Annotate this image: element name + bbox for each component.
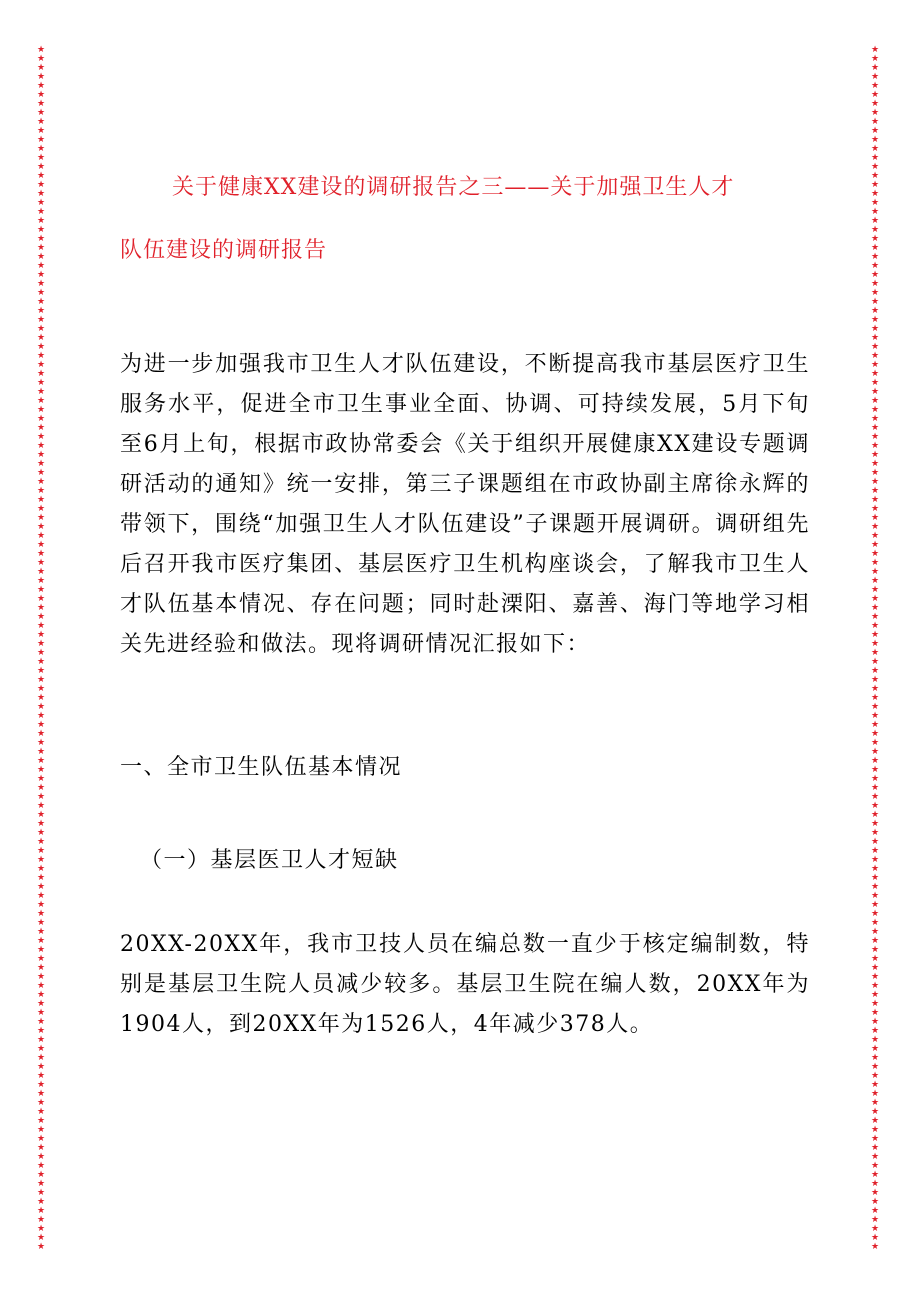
star-icon: ★ xyxy=(36,135,46,145)
star-icon: ★ xyxy=(870,1161,880,1171)
intro-paragraph: 为进一步加强我市卫生人才队伍建设，不断提高我市基层医疗卫生服务水平，促进全市卫生事业全面、协调、可持续发展，5月下旬至6月上旬，根据市政协常委会《关于组织开展健康XX建设专题调研活动的通知》统一安排，第三子课题组在市政协副主席徐永辉的带领下，围绕“加强卫生人才队伍建设”子课题开展调研。调研组先后召开我市医疗集团、基层医疗卫生机构座谈会，了解我市卫生人才队伍基本情况、存在问题；同时赴溧阳、嘉善、海门等地学习相关先进经验和做法。现将调研情况汇报如下： xyxy=(120,352,810,657)
star-icon: ★ xyxy=(870,108,880,118)
star-icon: ★ xyxy=(36,693,46,703)
star-icon: ★ xyxy=(870,612,880,622)
star-icon: ★ xyxy=(36,963,46,973)
star-icon: ★ xyxy=(36,747,46,757)
star-icon: ★ xyxy=(36,846,46,856)
star-icon: ★ xyxy=(870,45,880,55)
star-icon: ★ xyxy=(870,783,880,793)
star-icon: ★ xyxy=(36,1017,46,1027)
star-icon: ★ xyxy=(870,927,880,937)
star-icon: ★ xyxy=(36,1062,46,1072)
star-icon: ★ xyxy=(36,153,46,163)
star-icon: ★ xyxy=(870,306,880,316)
star-icon: ★ xyxy=(36,945,46,955)
star-icon: ★ xyxy=(870,792,880,802)
star-icon: ★ xyxy=(870,198,880,208)
star-icon: ★ xyxy=(870,837,880,847)
star-icon: ★ xyxy=(870,684,880,694)
star-icon: ★ xyxy=(36,1035,46,1045)
star-icon: ★ xyxy=(36,1044,46,1054)
star-icon: ★ xyxy=(36,216,46,226)
star-icon: ★ xyxy=(870,855,880,865)
star-icon: ★ xyxy=(870,468,880,478)
star-icon: ★ xyxy=(870,747,880,757)
star-icon: ★ xyxy=(870,801,880,811)
star-icon: ★ xyxy=(36,468,46,478)
star-icon: ★ xyxy=(36,630,46,640)
star-icon: ★ xyxy=(870,621,880,631)
star-icon: ★ xyxy=(36,171,46,181)
star-icon: ★ xyxy=(870,81,880,91)
star-icon: ★ xyxy=(870,477,880,487)
star-icon: ★ xyxy=(870,810,880,820)
star-icon: ★ xyxy=(36,873,46,883)
star-icon: ★ xyxy=(870,873,880,883)
star-icon: ★ xyxy=(870,702,880,712)
star-icon: ★ xyxy=(36,369,46,379)
star-icon: ★ xyxy=(36,837,46,847)
star-icon: ★ xyxy=(36,1170,46,1180)
star-icon: ★ xyxy=(870,279,880,289)
star-icon: ★ xyxy=(36,252,46,262)
star-icon: ★ xyxy=(870,405,880,415)
star-icon: ★ xyxy=(36,198,46,208)
star-icon: ★ xyxy=(870,1215,880,1225)
star-icon: ★ xyxy=(36,450,46,460)
star-icon: ★ xyxy=(870,558,880,568)
star-icon: ★ xyxy=(870,693,880,703)
star-icon: ★ xyxy=(36,855,46,865)
star-icon: ★ xyxy=(36,657,46,667)
star-icon: ★ xyxy=(870,963,880,973)
star-icon: ★ xyxy=(870,1026,880,1036)
star-icon: ★ xyxy=(870,189,880,199)
star-icon: ★ xyxy=(36,882,46,892)
star-icon: ★ xyxy=(870,441,880,451)
star-icon: ★ xyxy=(36,828,46,838)
star-icon: ★ xyxy=(870,639,880,649)
star-icon: ★ xyxy=(870,819,880,829)
star-icon: ★ xyxy=(870,450,880,460)
star-icon: ★ xyxy=(36,225,46,235)
star-icon: ★ xyxy=(36,1026,46,1036)
star-icon: ★ xyxy=(36,621,46,631)
star-icon: ★ xyxy=(870,1152,880,1162)
star-icon: ★ xyxy=(36,1053,46,1063)
star-icon: ★ xyxy=(36,504,46,514)
star-icon: ★ xyxy=(36,1143,46,1153)
star-icon: ★ xyxy=(36,144,46,154)
star-icon: ★ xyxy=(36,936,46,946)
star-icon: ★ xyxy=(870,1134,880,1144)
star-icon: ★ xyxy=(36,243,46,253)
star-icon: ★ xyxy=(870,522,880,532)
star-icon: ★ xyxy=(870,711,880,721)
star-icon: ★ xyxy=(870,144,880,154)
star-icon: ★ xyxy=(36,972,46,982)
star-icon: ★ xyxy=(870,387,880,397)
star-icon: ★ xyxy=(36,999,46,1009)
star-icon: ★ xyxy=(36,207,46,217)
star-icon: ★ xyxy=(36,351,46,361)
star-icon: ★ xyxy=(870,369,880,379)
star-icon: ★ xyxy=(36,495,46,505)
star-icon: ★ xyxy=(36,333,46,343)
star-icon: ★ xyxy=(36,360,46,370)
star-icon: ★ xyxy=(36,396,46,406)
star-icon: ★ xyxy=(870,360,880,370)
star-icon: ★ xyxy=(36,1089,46,1099)
star-icon: ★ xyxy=(870,540,880,550)
star-icon: ★ xyxy=(870,738,880,748)
star-icon: ★ xyxy=(870,828,880,838)
star-icon: ★ xyxy=(870,216,880,226)
star-icon: ★ xyxy=(36,1080,46,1090)
star-icon: ★ xyxy=(870,261,880,271)
subsection-1-heading: （一）基层医卫人才短缺 xyxy=(140,848,399,873)
star-icon: ★ xyxy=(36,1197,46,1207)
star-icon: ★ xyxy=(36,297,46,307)
star-icon: ★ xyxy=(870,459,880,469)
star-icon: ★ xyxy=(870,504,880,514)
star-icon: ★ xyxy=(36,306,46,316)
star-icon: ★ xyxy=(36,315,46,325)
star-icon: ★ xyxy=(36,576,46,586)
star-icon: ★ xyxy=(870,243,880,253)
star-icon: ★ xyxy=(870,1179,880,1189)
star-icon: ★ xyxy=(36,1071,46,1081)
star-icon: ★ xyxy=(870,648,880,658)
star-icon: ★ xyxy=(36,900,46,910)
star-icon: ★ xyxy=(36,72,46,82)
star-icon: ★ xyxy=(36,774,46,784)
star-icon: ★ xyxy=(36,234,46,244)
star-icon: ★ xyxy=(870,531,880,541)
star-icon: ★ xyxy=(870,1035,880,1045)
star-icon: ★ xyxy=(36,567,46,577)
star-icon: ★ xyxy=(870,864,880,874)
star-icon: ★ xyxy=(870,1233,880,1243)
star-icon: ★ xyxy=(870,774,880,784)
star-icon: ★ xyxy=(36,819,46,829)
star-icon: ★ xyxy=(870,675,880,685)
star-icon: ★ xyxy=(870,720,880,730)
star-icon: ★ xyxy=(870,162,880,172)
star-icon: ★ xyxy=(870,225,880,235)
star-icon: ★ xyxy=(36,432,46,442)
star-icon: ★ xyxy=(36,1179,46,1189)
star-icon: ★ xyxy=(36,189,46,199)
star-icon: ★ xyxy=(870,72,880,82)
star-icon: ★ xyxy=(870,1143,880,1153)
star-icon: ★ xyxy=(870,1224,880,1234)
star-icon: ★ xyxy=(870,891,880,901)
star-icon: ★ xyxy=(36,513,46,523)
star-icon: ★ xyxy=(870,1098,880,1108)
star-icon: ★ xyxy=(36,288,46,298)
star-icon: ★ xyxy=(36,540,46,550)
star-icon: ★ xyxy=(870,1116,880,1126)
star-icon: ★ xyxy=(870,567,880,577)
star-icon: ★ xyxy=(36,126,46,136)
star-icon: ★ xyxy=(36,801,46,811)
star-icon: ★ xyxy=(870,486,880,496)
star-icon: ★ xyxy=(36,1242,46,1252)
star-icon: ★ xyxy=(870,1206,880,1216)
star-icon: ★ xyxy=(36,810,46,820)
star-icon: ★ xyxy=(36,702,46,712)
star-icon: ★ xyxy=(36,378,46,388)
star-icon: ★ xyxy=(36,729,46,739)
star-icon: ★ xyxy=(870,342,880,352)
star-icon: ★ xyxy=(36,81,46,91)
star-icon: ★ xyxy=(870,234,880,244)
star-icon: ★ xyxy=(870,153,880,163)
star-icon: ★ xyxy=(36,927,46,937)
star-icon: ★ xyxy=(870,378,880,388)
star-icon: ★ xyxy=(870,1008,880,1018)
right-star-border xyxy=(869,46,881,1252)
star-icon: ★ xyxy=(36,1152,46,1162)
star-icon: ★ xyxy=(36,477,46,487)
star-icon: ★ xyxy=(36,720,46,730)
star-icon: ★ xyxy=(36,162,46,172)
star-icon: ★ xyxy=(36,603,46,613)
star-icon: ★ xyxy=(36,1215,46,1225)
star-icon: ★ xyxy=(870,981,880,991)
section-1-heading: 一、全市卫生队伍基本情况 xyxy=(120,755,403,780)
star-icon: ★ xyxy=(870,549,880,559)
star-icon: ★ xyxy=(36,63,46,73)
star-icon: ★ xyxy=(36,864,46,874)
star-icon: ★ xyxy=(36,117,46,127)
star-icon: ★ xyxy=(870,432,880,442)
star-icon: ★ xyxy=(36,387,46,397)
star-icon: ★ xyxy=(870,729,880,739)
star-icon: ★ xyxy=(870,846,880,856)
left-star-border xyxy=(35,46,47,1252)
star-icon: ★ xyxy=(870,594,880,604)
star-icon: ★ xyxy=(870,396,880,406)
star-icon: ★ xyxy=(870,1080,880,1090)
star-icon: ★ xyxy=(870,999,880,1009)
star-icon: ★ xyxy=(36,45,46,55)
star-icon: ★ xyxy=(870,171,880,181)
star-icon: ★ xyxy=(36,684,46,694)
star-icon: ★ xyxy=(36,108,46,118)
star-icon: ★ xyxy=(870,297,880,307)
star-icon: ★ xyxy=(870,666,880,676)
star-icon: ★ xyxy=(870,882,880,892)
star-icon: ★ xyxy=(36,612,46,622)
star-icon: ★ xyxy=(36,765,46,775)
star-icon: ★ xyxy=(36,1233,46,1243)
star-icon: ★ xyxy=(870,909,880,919)
star-icon: ★ xyxy=(36,270,46,280)
star-icon: ★ xyxy=(36,1125,46,1135)
star-icon: ★ xyxy=(36,792,46,802)
star-icon: ★ xyxy=(36,666,46,676)
star-icon: ★ xyxy=(36,1161,46,1171)
star-icon: ★ xyxy=(870,1242,880,1252)
star-icon: ★ xyxy=(36,675,46,685)
star-icon: ★ xyxy=(36,1107,46,1117)
star-icon: ★ xyxy=(36,90,46,100)
star-icon: ★ xyxy=(870,990,880,1000)
star-icon: ★ xyxy=(36,1008,46,1018)
star-icon: ★ xyxy=(870,1089,880,1099)
document-title-line-1: 关于健康XX建设的调研报告之三——关于加强卫生人才 xyxy=(172,175,735,200)
star-icon: ★ xyxy=(870,54,880,64)
star-icon: ★ xyxy=(870,1053,880,1063)
star-icon: ★ xyxy=(870,351,880,361)
star-icon: ★ xyxy=(870,756,880,766)
star-icon: ★ xyxy=(870,1170,880,1180)
star-icon: ★ xyxy=(870,1044,880,1054)
star-icon: ★ xyxy=(36,261,46,271)
star-icon: ★ xyxy=(870,585,880,595)
star-icon: ★ xyxy=(36,459,46,469)
star-icon: ★ xyxy=(870,1062,880,1072)
star-icon: ★ xyxy=(870,900,880,910)
star-icon: ★ xyxy=(36,954,46,964)
star-icon: ★ xyxy=(36,981,46,991)
star-icon: ★ xyxy=(870,765,880,775)
star-icon: ★ xyxy=(870,630,880,640)
star-icon: ★ xyxy=(36,531,46,541)
document-title-line-2: 队伍建设的调研报告 xyxy=(120,238,328,263)
star-icon: ★ xyxy=(36,324,46,334)
star-icon: ★ xyxy=(36,180,46,190)
star-icon: ★ xyxy=(36,1224,46,1234)
star-icon: ★ xyxy=(36,990,46,1000)
star-icon: ★ xyxy=(36,441,46,451)
star-icon: ★ xyxy=(870,252,880,262)
star-icon: ★ xyxy=(36,549,46,559)
star-icon: ★ xyxy=(870,936,880,946)
star-icon: ★ xyxy=(870,918,880,928)
star-icon: ★ xyxy=(870,513,880,523)
star-icon: ★ xyxy=(36,639,46,649)
star-icon: ★ xyxy=(870,207,880,217)
star-icon: ★ xyxy=(870,495,880,505)
star-icon: ★ xyxy=(36,1188,46,1198)
star-icon: ★ xyxy=(870,288,880,298)
star-icon: ★ xyxy=(870,324,880,334)
star-icon: ★ xyxy=(36,594,46,604)
star-icon: ★ xyxy=(36,585,46,595)
star-icon: ★ xyxy=(36,918,46,928)
star-icon: ★ xyxy=(870,603,880,613)
star-icon: ★ xyxy=(870,135,880,145)
star-icon: ★ xyxy=(36,783,46,793)
star-icon: ★ xyxy=(36,54,46,64)
star-icon: ★ xyxy=(870,1188,880,1198)
star-icon: ★ xyxy=(870,315,880,325)
star-icon: ★ xyxy=(36,1206,46,1216)
star-icon: ★ xyxy=(870,423,880,433)
star-icon: ★ xyxy=(36,738,46,748)
star-icon: ★ xyxy=(870,1017,880,1027)
star-icon: ★ xyxy=(36,1134,46,1144)
star-icon: ★ xyxy=(870,90,880,100)
star-icon: ★ xyxy=(870,945,880,955)
star-icon: ★ xyxy=(870,1125,880,1135)
star-icon: ★ xyxy=(36,522,46,532)
star-icon: ★ xyxy=(870,954,880,964)
star-icon: ★ xyxy=(870,126,880,136)
star-icon: ★ xyxy=(870,270,880,280)
star-icon: ★ xyxy=(870,1107,880,1117)
star-icon: ★ xyxy=(36,1116,46,1126)
star-icon: ★ xyxy=(870,576,880,586)
star-icon: ★ xyxy=(36,405,46,415)
star-icon: ★ xyxy=(36,558,46,568)
star-icon: ★ xyxy=(870,1071,880,1081)
star-icon: ★ xyxy=(870,414,880,424)
star-icon: ★ xyxy=(36,711,46,721)
star-icon: ★ xyxy=(870,1197,880,1207)
star-icon: ★ xyxy=(36,279,46,289)
star-icon: ★ xyxy=(36,648,46,658)
star-icon: ★ xyxy=(36,423,46,433)
star-icon: ★ xyxy=(870,972,880,982)
subsection-1-paragraph: 20XX-20XX年，我市卫技人员在编总数一直少于核定编制数，特别是基层卫生院人员减少较多。基层卫生院在编人数，20XX年为1904人，到20XX年为1526人，4年减少378人。 xyxy=(120,932,810,1037)
star-icon: ★ xyxy=(36,99,46,109)
star-icon: ★ xyxy=(870,117,880,127)
star-icon: ★ xyxy=(36,909,46,919)
star-icon: ★ xyxy=(870,63,880,73)
star-icon: ★ xyxy=(36,486,46,496)
star-icon: ★ xyxy=(36,756,46,766)
star-icon: ★ xyxy=(36,1098,46,1108)
star-icon: ★ xyxy=(36,414,46,424)
star-icon: ★ xyxy=(36,891,46,901)
star-icon: ★ xyxy=(870,99,880,109)
star-icon: ★ xyxy=(36,342,46,352)
star-icon: ★ xyxy=(870,180,880,190)
star-icon: ★ xyxy=(870,657,880,667)
star-icon: ★ xyxy=(870,333,880,343)
